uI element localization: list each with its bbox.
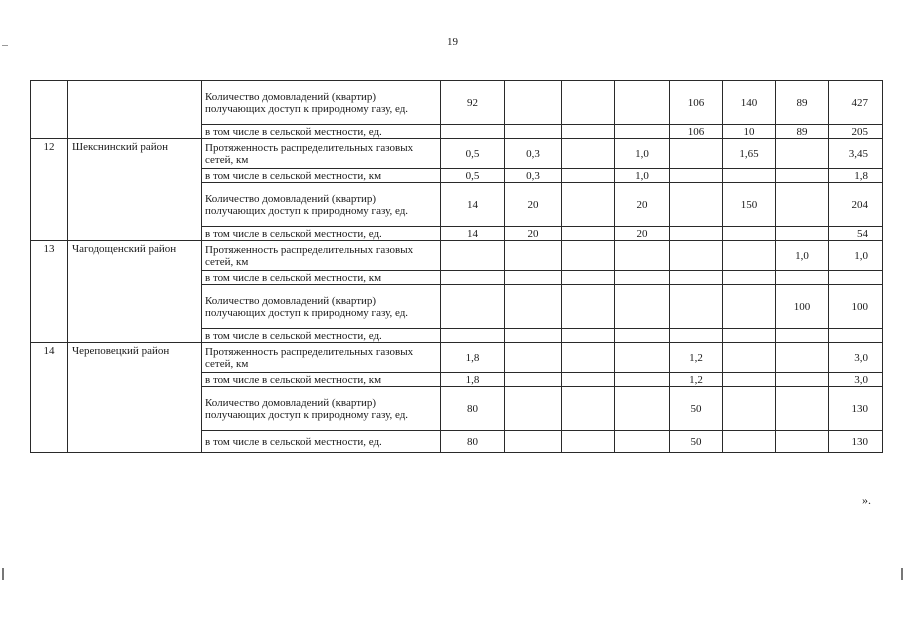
value-cell — [441, 241, 505, 271]
value-cell: 1,0 — [615, 139, 670, 169]
total-cell: 130 — [829, 387, 883, 431]
indicator-cell: в том числе в сельской местности, ед. — [202, 227, 441, 241]
value-cell — [615, 81, 670, 125]
value-cell — [723, 373, 776, 387]
value-cell — [670, 227, 723, 241]
value-cell — [776, 227, 829, 241]
total-cell: 204 — [829, 183, 883, 227]
value-cell — [615, 271, 670, 285]
value-cell: 92 — [441, 81, 505, 125]
value-cell — [505, 285, 562, 329]
value-cell — [441, 329, 505, 343]
value-cell — [723, 285, 776, 329]
value-cell — [562, 125, 615, 139]
indicator-cell: Количество домовладений (квартир) получающих доступ к природному газу, ед. — [202, 387, 441, 431]
district-cell: Череповецкий район — [68, 343, 202, 453]
value-cell — [505, 431, 562, 453]
value-cell — [670, 285, 723, 329]
indicator-cell: Количество домовладений (квартир) получающих доступ к природному газу, ед. — [202, 81, 441, 125]
table-row — [31, 343, 883, 373]
value-cell — [562, 241, 615, 271]
value-cell: 80 — [441, 431, 505, 453]
total-cell — [829, 329, 883, 343]
value-cell — [776, 329, 829, 343]
value-cell — [562, 285, 615, 329]
value-cell — [562, 81, 615, 125]
indicator-cell: Протяженность распределительных газовых сетей, км — [202, 343, 441, 373]
value-cell: 50 — [670, 387, 723, 431]
value-cell — [776, 373, 829, 387]
value-cell — [441, 271, 505, 285]
value-cell: 0,3 — [505, 169, 562, 183]
value-cell: 89 — [776, 81, 829, 125]
scan-edge-mark-left — [2, 568, 4, 580]
row-number-cell: 13 — [31, 241, 68, 343]
page-number: 19 — [447, 36, 458, 48]
value-cell — [723, 329, 776, 343]
indicator-cell: Количество домовладений (квартир) получающих доступ к природному газу, ед. — [202, 183, 441, 227]
row-number-cell: 14 — [31, 343, 68, 453]
scan-edge-tick — [2, 45, 8, 46]
value-cell — [615, 373, 670, 387]
value-cell — [723, 271, 776, 285]
table-row — [31, 81, 883, 125]
value-cell — [776, 169, 829, 183]
value-cell: 100 — [776, 285, 829, 329]
value-cell — [615, 241, 670, 271]
value-cell — [562, 431, 615, 453]
value-cell — [505, 387, 562, 431]
total-cell — [829, 271, 883, 285]
value-cell: 1,0 — [615, 169, 670, 183]
value-cell: 20 — [505, 183, 562, 227]
value-cell — [562, 271, 615, 285]
value-cell — [562, 227, 615, 241]
value-cell — [615, 343, 670, 373]
value-cell: 0,5 — [441, 169, 505, 183]
value-cell — [776, 431, 829, 453]
value-cell: 1,2 — [670, 343, 723, 373]
value-cell — [505, 271, 562, 285]
value-cell: 20 — [615, 183, 670, 227]
value-cell: 1,65 — [723, 139, 776, 169]
value-cell — [562, 329, 615, 343]
indicator-cell: Протяженность распределительных газовых сетей, км — [202, 241, 441, 271]
total-cell: 3,0 — [829, 343, 883, 373]
value-cell — [505, 241, 562, 271]
value-cell — [776, 343, 829, 373]
value-cell — [670, 139, 723, 169]
value-cell — [670, 169, 723, 183]
value-cell — [505, 125, 562, 139]
row-number-cell — [31, 81, 68, 139]
value-cell: 80 — [441, 387, 505, 431]
value-cell — [776, 183, 829, 227]
total-cell: 1,0 — [829, 241, 883, 271]
value-cell: 0,5 — [441, 139, 505, 169]
value-cell — [615, 431, 670, 453]
value-cell: 89 — [776, 125, 829, 139]
total-cell: 100 — [829, 285, 883, 329]
total-cell: 3,0 — [829, 373, 883, 387]
value-cell — [562, 183, 615, 227]
value-cell — [670, 183, 723, 227]
value-cell — [562, 139, 615, 169]
value-cell — [615, 329, 670, 343]
value-cell — [723, 241, 776, 271]
total-cell: 130 — [829, 431, 883, 453]
value-cell: 20 — [505, 227, 562, 241]
indicator-cell: Протяженность распределительных газовых сетей, км — [202, 139, 441, 169]
value-cell: 10 — [723, 125, 776, 139]
value-cell — [441, 285, 505, 329]
total-cell: 3,45 — [829, 139, 883, 169]
value-cell: 1,2 — [670, 373, 723, 387]
total-cell: 427 — [829, 81, 883, 125]
value-cell: 106 — [670, 125, 723, 139]
district-cell — [68, 81, 202, 139]
value-cell: 14 — [441, 227, 505, 241]
value-cell: 1,8 — [441, 373, 505, 387]
value-cell — [441, 125, 505, 139]
value-cell — [505, 329, 562, 343]
value-cell: 0,3 — [505, 139, 562, 169]
value-cell — [562, 169, 615, 183]
value-cell — [776, 271, 829, 285]
indicator-cell: в том числе в сельской местности, км — [202, 271, 441, 285]
indicator-cell: в том числе в сельской местности, ед. — [202, 329, 441, 343]
scan-edge-mark-right — [901, 568, 903, 580]
value-cell: 106 — [670, 81, 723, 125]
total-cell: 205 — [829, 125, 883, 139]
value-cell — [562, 343, 615, 373]
closing-quote: ». — [862, 493, 871, 507]
value-cell: 150 — [723, 183, 776, 227]
value-cell — [723, 431, 776, 453]
district-cell: Шекснинский район — [68, 139, 202, 241]
value-cell — [615, 285, 670, 329]
value-cell — [670, 241, 723, 271]
value-cell — [615, 387, 670, 431]
indicator-cell: в том числе в сельской местности, км — [202, 169, 441, 183]
value-cell — [505, 343, 562, 373]
value-cell — [723, 387, 776, 431]
value-cell — [670, 271, 723, 285]
value-cell — [670, 329, 723, 343]
value-cell: 140 — [723, 81, 776, 125]
indicator-cell: в том числе в сельской местности, ед. — [202, 125, 441, 139]
value-cell: 20 — [615, 227, 670, 241]
table-row — [31, 139, 883, 169]
value-cell: 1,0 — [776, 241, 829, 271]
value-cell — [723, 227, 776, 241]
value-cell — [723, 169, 776, 183]
value-cell — [562, 387, 615, 431]
value-cell — [505, 81, 562, 125]
total-cell: 1,8 — [829, 169, 883, 183]
total-cell: 54 — [829, 227, 883, 241]
row-number-cell: 12 — [31, 139, 68, 241]
value-cell — [723, 343, 776, 373]
gasification-table — [30, 80, 883, 453]
value-cell — [776, 139, 829, 169]
indicator-cell: в том числе в сельской местности, ед. — [202, 431, 441, 453]
value-cell — [776, 387, 829, 431]
value-cell — [615, 125, 670, 139]
value-cell — [505, 373, 562, 387]
indicator-cell: в том числе в сельской местности, км — [202, 373, 441, 387]
district-cell: Чагодощенский район — [68, 241, 202, 343]
value-cell: 1,8 — [441, 343, 505, 373]
table-row — [31, 241, 883, 271]
value-cell — [562, 373, 615, 387]
table-body — [31, 81, 883, 453]
indicator-cell: Количество домовладений (квартир) получающих доступ к природному газу, ед. — [202, 285, 441, 329]
value-cell: 50 — [670, 431, 723, 453]
value-cell: 14 — [441, 183, 505, 227]
